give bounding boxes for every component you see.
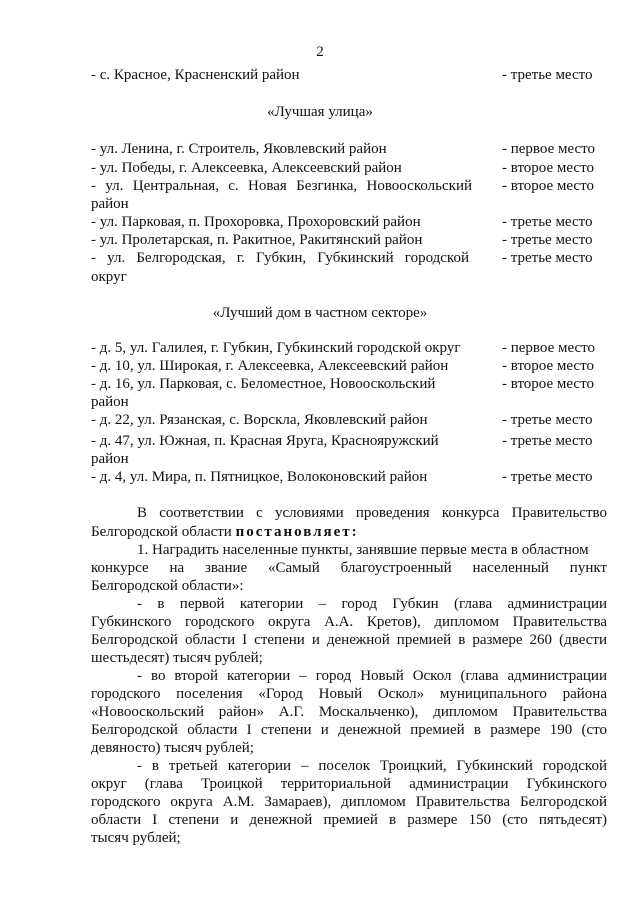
- body-p5-line2: округ (глава Троицкой территориальной администрации Губкинского: [91, 776, 607, 792]
- street-item-4: - ул. Парковая, п. Прохоровка, Прохоровский район: [91, 214, 421, 230]
- street-item-3: - ул. Центральная, с. Новая Безгинка, Новооскольский: [91, 178, 472, 194]
- page-number: 2: [316, 44, 324, 60]
- house-item-6-place: - третье место: [502, 469, 593, 485]
- body-p4-line1: - во второй категории – город Новый Оскол (глава администрации: [137, 668, 607, 684]
- street-item-2: - ул. Победы, г. Алексеевка, Алексеевский район: [91, 160, 402, 176]
- house-item-2: - д. 10, ул. Широкая, г. Алексеевка, Алексеевский район: [91, 358, 449, 374]
- house-item-1-place: - первое место: [502, 340, 596, 356]
- body-p1-line2-text: Белгородской области: [91, 524, 232, 540]
- house-item-3: - д. 16, ул. Парковая, с. Беломестное, Новооскольский: [91, 376, 436, 392]
- street-item-1: - ул. Ленина, г. Строитель, Яковлевский район: [91, 141, 387, 157]
- street-item-3-place: - второе место: [502, 178, 594, 194]
- street-item-4-place: - третье место: [502, 214, 593, 230]
- street-item-1-place: - первое место: [502, 141, 596, 157]
- house-item-1: - д. 5, ул. Галилея, г. Губкин, Губкинский городской округ: [91, 340, 461, 356]
- body-p1-line1: В соответствии с условиями проведения конкурса Правительство: [137, 505, 607, 521]
- house-item-2-place: - второе место: [502, 358, 594, 374]
- body-p2-line2: конкурсе на звание «Самый благоустроенный населенный пункт: [91, 560, 607, 576]
- intro-line-place: - третье место: [502, 67, 593, 83]
- body-p4-line5: девяносто) тысяч рублей;: [91, 740, 254, 756]
- decree-word: постановляет:: [235, 524, 359, 540]
- body-p4-line4: Белгородской области I степени и денежной премией в размере 190 (сто: [91, 722, 607, 738]
- body-p5-line1: - в третьей категории – поселок Троицкий, Губкинский городской: [137, 758, 607, 774]
- body-p5-line3: городского округа А.М. Замараев), дипломом Правительства Белгородской: [91, 794, 607, 810]
- body-p2-line1: 1. Наградить населенные пункты, занявшие первые места в областном: [137, 542, 589, 558]
- house-item-4-place: - третье место: [502, 412, 593, 428]
- street-item-5: - ул. Пролетарская, п. Ракитное, Ракитянский район: [91, 232, 423, 248]
- body-p4-line3: «Новооскольский район» А.Г. Москальченко), дипломом Правительства: [91, 704, 607, 720]
- section-house-heading: «Лучший дом в частном секторе»: [212, 305, 428, 321]
- street-item-6: - ул. Белгородская, г. Губкин, Губкинский городской: [91, 250, 469, 266]
- street-item-2-place: - второе место: [502, 160, 594, 176]
- house-item-5-place: - третье место: [502, 433, 593, 449]
- house-item-5: - д. 47, ул. Южная, п. Красная Яруга, Краснояружский: [91, 433, 439, 449]
- house-item-3-cont: район: [91, 394, 129, 410]
- body-p3-line4: шестьдесят) тысяч рублей;: [91, 650, 263, 666]
- body-p5-line5: тысяч рублей;: [91, 830, 181, 846]
- street-item-3-cont: район: [91, 196, 129, 212]
- body-p3-line1: - в первой категории – город Губкин (глава администрации: [137, 596, 607, 612]
- house-item-4: - д. 22, ул. Рязанская, с. Ворскла, Яковлевский район: [91, 412, 428, 428]
- section-street-heading: «Лучшая улица»: [267, 104, 373, 120]
- body-p3-line3: Белгородской области I степени и денежной премией в размере 260 (двести: [91, 632, 607, 648]
- body-p1-line2: [91, 524, 359, 541]
- house-item-6: - д. 4, ул. Мира, п. Пятницкое, Волоконовский район: [91, 469, 428, 485]
- body-p4-line2: городского поселения «Город Новый Оскол» муниципального района: [91, 686, 607, 702]
- street-item-6-place: - третье место: [502, 250, 593, 266]
- intro-line-text: - с. Красное, Красненский район: [91, 67, 300, 83]
- street-item-5-place: - третье место: [502, 232, 593, 248]
- house-item-5-cont: район: [91, 451, 129, 467]
- body-p5-line4: области I степени и денежной премией в размере 150 (сто пятьдесят): [91, 812, 607, 828]
- street-item-6-cont: округ: [91, 269, 127, 285]
- body-p3-line2: Губкинского городского округа А.А. Кретов), дипломом Правительства: [91, 614, 607, 630]
- house-item-3-place: - второе место: [502, 376, 594, 392]
- body-p2-line3: Белгородской области»:: [91, 578, 244, 594]
